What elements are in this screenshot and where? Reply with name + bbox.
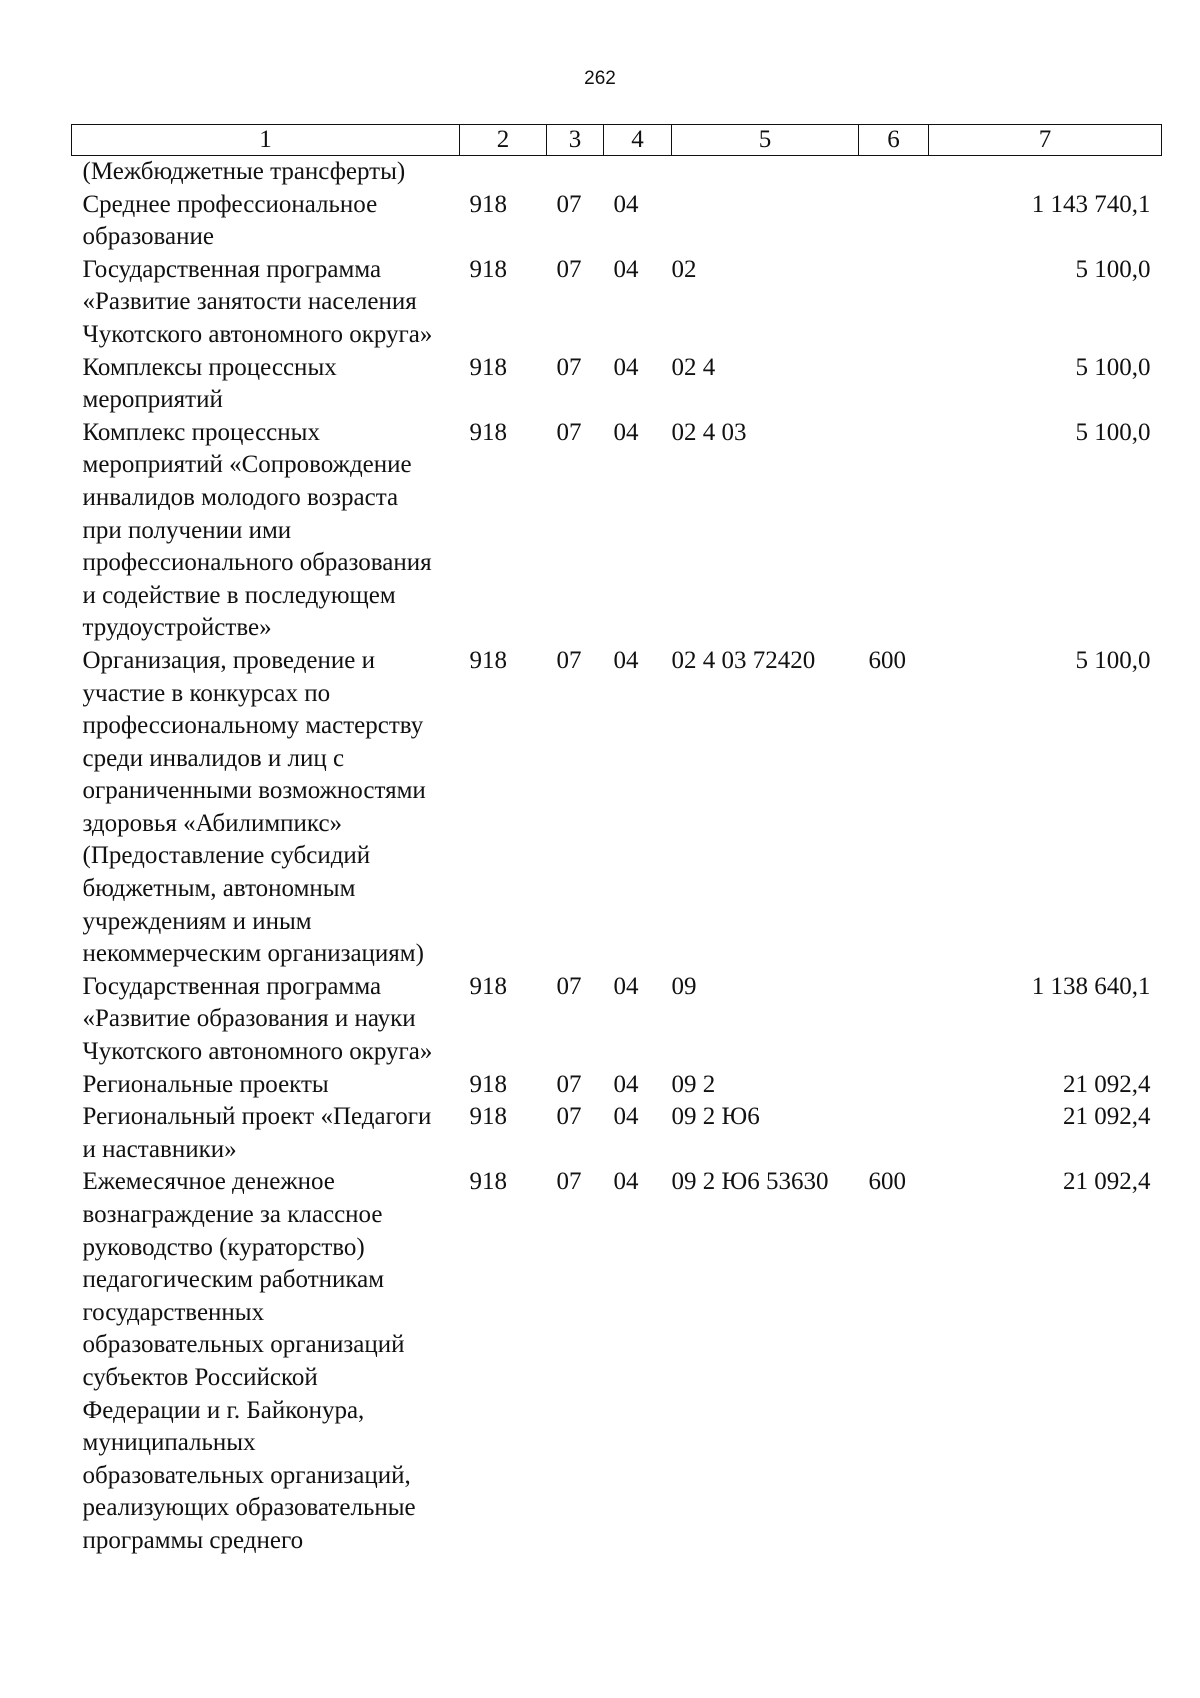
description-line: Ежемесячное денежное bbox=[82, 1168, 335, 1196]
target-article-cell: 09 2 Ю6 bbox=[671, 1103, 760, 1131]
description-line: Чукотского автономного округа» bbox=[82, 1038, 433, 1066]
description-line: и наставники» bbox=[82, 1135, 237, 1163]
subsection-cell bbox=[604, 156, 672, 189]
column-header-6: 6 bbox=[859, 125, 929, 156]
section-cell: 07 bbox=[556, 1168, 582, 1196]
admin-code-cell: 918 bbox=[469, 972, 507, 1000]
description-line: реализующих образовательные bbox=[82, 1494, 416, 1522]
admin-code-cell: 918 bbox=[469, 190, 507, 218]
description-line: педагогическим работникам bbox=[82, 1266, 385, 1294]
amount-cell: 5 100,0 bbox=[1075, 353, 1151, 381]
expense-type-cell bbox=[859, 1069, 929, 1102]
amount-cell: 21 092,4 bbox=[1063, 1168, 1151, 1196]
description-cell bbox=[72, 1069, 460, 1102]
section-cell: 07 bbox=[556, 972, 582, 1000]
amount-cell: 5 100,0 bbox=[1075, 255, 1151, 283]
description-cell bbox=[72, 417, 460, 645]
description-line: Среднее профессиональное bbox=[82, 190, 378, 218]
expense-type-cell bbox=[859, 971, 929, 1069]
amount-cell: 5 100,0 bbox=[1075, 646, 1151, 674]
section-cell: 07 bbox=[556, 646, 582, 674]
expense-type-cell bbox=[859, 189, 929, 254]
description-line: мероприятий «Сопровождение bbox=[82, 451, 412, 479]
description-line: образовательных организаций bbox=[82, 1331, 405, 1359]
section-cell: 07 bbox=[556, 190, 582, 218]
table-row bbox=[72, 254, 1162, 352]
admin-code-cell: 918 bbox=[469, 1103, 507, 1131]
description-line: вознаграждение за классное bbox=[82, 1201, 383, 1228]
description-line: и содействие в последующем bbox=[82, 581, 396, 609]
admin-code-cell: 918 bbox=[469, 353, 507, 381]
admin-code-cell: 918 bbox=[469, 646, 507, 674]
description-line: при получении ими bbox=[82, 516, 292, 544]
subsection-cell: 04 bbox=[613, 972, 639, 1000]
subsection-cell: 04 bbox=[613, 646, 639, 674]
admin-code-cell bbox=[460, 156, 547, 189]
description-cell bbox=[72, 1166, 460, 1557]
column-header-2: 2 bbox=[460, 125, 547, 156]
description-line: Государственная программа bbox=[82, 972, 382, 1000]
description-cell bbox=[72, 189, 460, 254]
budget-table bbox=[71, 124, 1162, 1558]
description-line: инвалидов молодого возраста bbox=[82, 483, 399, 511]
column-header-1: 1 bbox=[72, 125, 460, 156]
amount-cell: 1 138 640,1 bbox=[1031, 972, 1151, 1000]
column-header-7: 7 bbox=[929, 125, 1162, 156]
amount-cell: 21 092,4 bbox=[1063, 1103, 1151, 1131]
description-line: Федерации и г. Байконура, bbox=[82, 1396, 365, 1424]
subsection-cell: 04 bbox=[613, 1070, 639, 1098]
target-article-cell: 09 2 Ю6 53630 bbox=[671, 1168, 829, 1196]
header-row bbox=[72, 125, 1162, 156]
table-row bbox=[72, 156, 1162, 189]
description-line: Государственная программа bbox=[82, 255, 382, 283]
expense-type-cell bbox=[859, 1101, 929, 1166]
description-cell bbox=[72, 971, 460, 1069]
description-line: среди инвалидов и лиц с bbox=[82, 744, 345, 772]
table-row bbox=[72, 971, 1162, 1069]
subsection-cell: 04 bbox=[613, 1168, 639, 1196]
admin-code-cell: 918 bbox=[469, 418, 507, 446]
description-line: профессионального образования bbox=[82, 549, 432, 577]
amount-cell: 5 100,0 bbox=[1075, 418, 1151, 446]
description-line: бюджетным, автономным bbox=[82, 875, 356, 903]
table-row bbox=[72, 352, 1162, 417]
table-row bbox=[72, 1101, 1162, 1166]
subsection-cell: 04 bbox=[613, 418, 639, 446]
section-cell: 07 bbox=[556, 1103, 582, 1131]
amount-cell bbox=[929, 156, 1162, 189]
description-line: здоровья «Абилимпикс» bbox=[82, 809, 343, 837]
description-line: ограниченными возможностями bbox=[82, 777, 426, 805]
description-line: образование bbox=[82, 223, 214, 251]
table-row bbox=[72, 1069, 1162, 1102]
description-cell bbox=[72, 1101, 460, 1166]
description-line: субъектов Российской bbox=[82, 1363, 318, 1391]
description-line: Организация, проведение и bbox=[82, 646, 375, 674]
description-line: руководство (кураторство) bbox=[82, 1233, 365, 1261]
description-line: (Межбюджетные трансферты) bbox=[82, 158, 406, 185]
description-line: муниципальных bbox=[82, 1429, 256, 1457]
target-article-cell bbox=[672, 156, 859, 189]
table-row bbox=[72, 189, 1162, 254]
expense-type-cell bbox=[859, 352, 929, 417]
table-header bbox=[72, 125, 1162, 156]
admin-code-cell: 918 bbox=[469, 255, 507, 283]
section-cell: 07 bbox=[556, 1070, 582, 1098]
description-line: программы среднего bbox=[82, 1526, 304, 1554]
description-line: профессиональному мастерству bbox=[82, 712, 424, 740]
description-line: Комплексы процессных bbox=[82, 353, 337, 381]
section-cell: 07 bbox=[556, 353, 582, 381]
description-line: некоммерческим организациям) bbox=[82, 940, 424, 968]
description-line: участие в конкурсах по bbox=[82, 679, 331, 707]
description-line: Комплекс процессных bbox=[82, 418, 320, 446]
target-article-cell: 09 bbox=[671, 972, 697, 1000]
section-cell: 07 bbox=[556, 255, 582, 283]
target-article-cell: 09 2 bbox=[671, 1070, 716, 1098]
description-line: образовательных организаций, bbox=[82, 1461, 411, 1489]
description-line: (Предоставление субсидий bbox=[82, 842, 371, 870]
description-cell bbox=[72, 254, 460, 352]
description-line: «Развитие занятости населения bbox=[82, 288, 417, 316]
page-number: 262 bbox=[584, 68, 616, 89]
subsection-cell: 04 bbox=[613, 190, 639, 218]
expense-type-cell: 600 bbox=[868, 646, 906, 674]
column-header-5: 5 bbox=[672, 125, 859, 156]
expense-type-cell bbox=[859, 417, 929, 645]
description-line: «Развитие образования и науки bbox=[82, 1005, 416, 1033]
description-line: государственных bbox=[82, 1298, 265, 1326]
table-row bbox=[72, 417, 1162, 645]
amount-cell: 21 092,4 bbox=[1063, 1070, 1151, 1098]
table-body bbox=[72, 156, 1162, 1558]
description-cell bbox=[72, 645, 460, 971]
target-article-cell: 02 bbox=[671, 255, 697, 283]
table-row bbox=[72, 645, 1162, 971]
expense-type-cell: 600 bbox=[868, 1168, 906, 1196]
admin-code-cell: 918 bbox=[469, 1168, 507, 1196]
expense-type-cell bbox=[859, 156, 929, 189]
subsection-cell: 04 bbox=[613, 255, 639, 283]
target-article-cell: 02 4 bbox=[671, 353, 716, 381]
admin-code-cell: 918 bbox=[469, 1070, 507, 1098]
description-line: учреждениям и иным bbox=[82, 907, 312, 935]
description-cell bbox=[72, 352, 460, 417]
target-article-cell: 02 4 03 bbox=[671, 418, 747, 446]
amount-cell: 1 143 740,1 bbox=[1031, 190, 1151, 218]
description-line: Региональный проект «Педагоги bbox=[82, 1103, 432, 1131]
subsection-cell: 04 bbox=[613, 1103, 639, 1131]
description-cell bbox=[72, 156, 460, 189]
expense-type-cell bbox=[859, 254, 929, 352]
section-cell bbox=[547, 156, 604, 189]
subsection-cell: 04 bbox=[613, 353, 639, 381]
column-header-4: 4 bbox=[604, 125, 672, 156]
description-line: трудоустройстве» bbox=[82, 614, 272, 642]
description-line: Чукотского автономного округа» bbox=[82, 320, 433, 348]
description-line: мероприятий bbox=[82, 386, 223, 414]
description-line: Региональные проекты bbox=[82, 1070, 329, 1098]
table-row bbox=[72, 1166, 1162, 1557]
target-article-cell: 02 4 03 72420 bbox=[671, 646, 816, 674]
target-article-cell bbox=[672, 189, 859, 254]
column-header-3: 3 bbox=[547, 125, 604, 156]
section-cell: 07 bbox=[556, 418, 582, 446]
